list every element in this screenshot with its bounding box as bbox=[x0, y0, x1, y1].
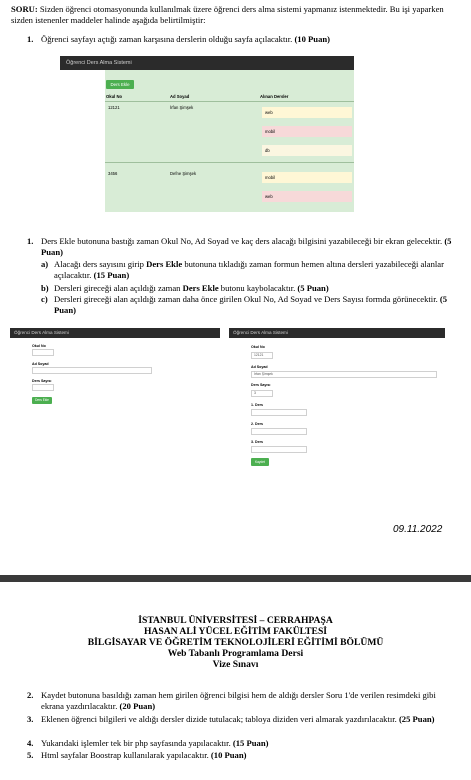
intro-text: Sizden öğrenci otomasyonunda kullanılmak üzere öğrenci ders alma sistemi yapmanız istenmektedir. Bu işi yaparken sizden istenenler maddeler halinde aşağıda belirtilmiştir: bbox=[11, 4, 444, 25]
header-courses: Alınan Dersler bbox=[260, 94, 289, 99]
row2-name: Defne Şimşek bbox=[170, 171, 197, 176]
form2-student-no-input[interactable]: 12121 bbox=[251, 352, 273, 359]
course-entry-form-screenshot bbox=[229, 328, 445, 473]
row-divider bbox=[105, 162, 354, 163]
subitem-c: c) Dersleri gireceği alan açıldığı zaman daha önce girilen Okul No, Ad Soyad ve Ders Sayısı formda görünecektir. (5 Puan) bbox=[41, 294, 448, 315]
question-1-text: Öğrenci sayfayı açtığı zaman karşısına derslerin olduğu sayfa açılacaktır. bbox=[41, 34, 293, 44]
university-name: İSTANBUL ÜNİVERSİTESİ – CERRAHPAŞA bbox=[138, 615, 333, 626]
intro-paragraph bbox=[11, 4, 461, 26]
student-form-screenshot bbox=[10, 328, 220, 418]
form1-navbar: Öğrenci Ders Alma Sistemi bbox=[10, 328, 220, 338]
course-name: Web Tabanlı Programlama Dersi bbox=[167, 648, 304, 659]
item-4: 4. Yukarıdaki işlemler tek bir php sayfasında yapılacaktır. (15 Puan) bbox=[27, 738, 269, 748]
row1-course-2: mobil bbox=[262, 126, 352, 137]
form1-label-student-no: Okul No bbox=[32, 344, 46, 348]
add-course-button[interactable]: Ders Ekle bbox=[106, 80, 134, 89]
form2-label-course-count: Ders Sayısı bbox=[251, 383, 271, 387]
subitem-b: b) Dersleri gireceği alan açıldığı zaman Ders Ekle butonu kaybolacaktır. (5 Puan) bbox=[41, 283, 329, 293]
row2-course-1: mobil bbox=[262, 172, 352, 183]
navbar: Öğrenci Ders Alma Sistemi bbox=[60, 56, 354, 70]
row1-course-3: db bbox=[262, 145, 352, 156]
form2-course-count-input[interactable]: 3 bbox=[251, 390, 273, 397]
faculty-name: HASAN ALİ YÜCEL EĞİTİM FAKÜLTESİ bbox=[143, 626, 328, 637]
form2-label-course-2: 2. Ders bbox=[251, 422, 263, 426]
form2-label-student-no: Okul No bbox=[251, 345, 265, 349]
question-2-number: 1. bbox=[27, 236, 34, 246]
question-2 bbox=[27, 236, 457, 316]
form2-course-1-input[interactable] bbox=[251, 409, 307, 416]
header-student-no: Okul No bbox=[106, 94, 123, 99]
form1-label-course-count: Ders Sayısı bbox=[32, 379, 52, 383]
row1-student-no: 12121 bbox=[108, 105, 120, 110]
form2-label-name: Ad Soyad bbox=[251, 365, 268, 369]
course-list-screenshot bbox=[60, 56, 354, 212]
exam-title: Vize Sınavı bbox=[212, 659, 259, 670]
form1-name-input[interactable] bbox=[32, 367, 152, 374]
form1-label-name: Ad Soyad bbox=[32, 362, 49, 366]
form2-name-input[interactable]: İrfan Şimşek bbox=[251, 371, 437, 378]
header-name: Ad Soyad bbox=[170, 94, 190, 99]
row2-course-2: web bbox=[262, 191, 352, 202]
row1-name: İrfan Şimşek bbox=[170, 105, 194, 110]
question-2-text: Ders Ekle butonuna bastığı zaman Okul No, Ad Soyad ve kaç ders alacağı bilgisini yazabileceği bir ekran gelecektir. bbox=[41, 236, 443, 246]
form1-add-course-button[interactable]: Ders Ekle bbox=[32, 397, 52, 404]
department-name: BİLGİSAYAR VE ÖĞRETİM TEKNOLOJİLERİ EĞİTİMİ BÖLÜMÜ bbox=[87, 637, 384, 648]
form1-course-count-input[interactable] bbox=[32, 384, 54, 391]
question-2-points: (5 Puan) bbox=[41, 236, 452, 257]
form2-label-course-1: 1. Ders bbox=[251, 403, 263, 407]
row2-student-no: 3456 bbox=[108, 171, 118, 176]
row1-course-1: web bbox=[262, 107, 352, 118]
item-5: 5. Html sayfalar Boostrap kullanılarak yapılacaktır. (10 Puan) bbox=[27, 750, 247, 760]
header-divider bbox=[105, 101, 354, 102]
form2-course-3-input[interactable] bbox=[251, 446, 307, 453]
item-3: 3. Eklenen öğrenci bilgileri ve aldığı dersler dizide tutulacak; tabloya diziden veri almarak yazdırılacaktır. (25 Puan) bbox=[27, 714, 435, 724]
question-1-points: (10 Puan) bbox=[294, 34, 331, 44]
question-1-number: 1. bbox=[27, 34, 34, 44]
form2-label-course-3: 3. Ders bbox=[251, 440, 263, 444]
item-2: 2. Kaydet butonuna basıldığı zaman hem girilen öğrenci bilgisi hem de aldığı dersler Soru 1'de verilen resimdeki gibi ekrana yazdırılacaktır. (20 Puan) bbox=[27, 690, 436, 711]
form2-course-2-input[interactable] bbox=[251, 428, 307, 435]
form1-student-no-input[interactable] bbox=[32, 349, 54, 356]
save-button[interactable]: Kaydet bbox=[251, 458, 269, 466]
page-divider bbox=[0, 575, 471, 582]
intro-lead: SORU: bbox=[11, 4, 38, 14]
form2-navbar: Öğrenci Ders Alma Sistemi bbox=[229, 328, 445, 338]
exam-date: 09.11.2022 bbox=[393, 524, 443, 535]
subitem-a: a) Alacağı ders sayısını girip Ders Ekle butonuna tıkladığı zaman formun hemen altına dersleri yazabileceği alanlar açılacaktır. (15 Puan) bbox=[41, 259, 444, 280]
